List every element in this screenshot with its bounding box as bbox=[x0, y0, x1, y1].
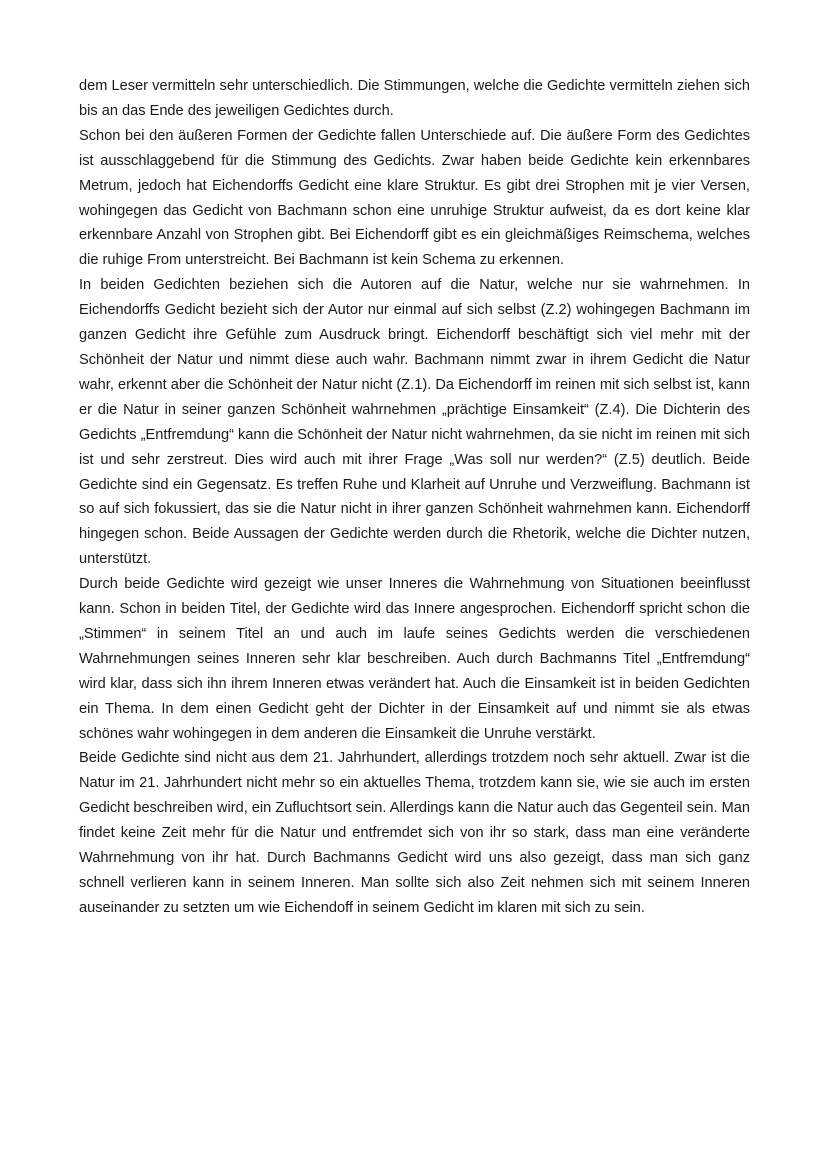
document-body bbox=[79, 74, 750, 921]
paragraph-nature: In beiden Gedichten beziehen sich die Autoren auf die Natur, welche nur sie wahrnehmen. In Eichendorffs Gedicht bezieht sich der Autor nur einmal auf sich selbst (Z.2) wohingegen Bachmann im ganzen Gedicht ihre Gefühle zum Ausdruck bringt. Eichendorff beschäftigt sich viel mehr mit der Schönheit der Natur und nimmt diese auch wahr. Bachmann nimmt zwar in ihrem Gedicht die Natur wahr, erkennt aber die Schönheit der Natur nicht (Z.1). Da Eichendorff im reinen mit sich selbst ist, kann er die Natur in seiner ganzen Schönheit wahrnehmen „prächtige Einsamkeit“ (Z.4). Die Dichterin des Gedichts „Entfremdung“ kann die Schönheit der Natur nicht wahrnehmen, da sie nicht im reinen mit sich ist und sehr zerstreut. Dies wird auch mit ihrer Frage „Was soll nur werden?“ (Z.5) deutlich. Beide Gedichte sind ein Gegensatz. Es treffen Ruhe und Klarheit auf Unruhe und Verzweiflung. Bachmann ist so auf sich fokussiert, das sie die Natur nicht in ihrer ganzen Schönheit wahrnehmen kann. Eichendorff hingegen schon. Beide Aussagen der Gedichte werden durch die Rhetorik, welche die Dichter nutzen, unterstützt. bbox=[79, 277, 750, 568]
paragraph-inner-perception: Durch beide Gedichte wird gezeigt wie unser Inneres die Wahrnehmung von Situationen beeinflusst kann. Schon in beiden Titel, der Gedichte wird das Innere angesprochen. Eichendorff spricht schon die „Stimmen“ in seinem Titel an und auch im laufe seines Gedichts werden die verschiedenen Wahrnehmungen seines Inneren sehr klar beschreiben. Auch durch Bachmanns Titel „Entfremdung“ wird klar, dass sich ihn ihrem Inneren etwas verändert hat. Auch die Einsamkeit ist in beiden Gedichten ein Thema. In dem einen Gedicht geht der Dichter in der Einsamkeit auf und nimmt sie als etwas schönes wahr wohingegen in dem anderen die Einsamkeit die Unruhe verstärkt. bbox=[79, 576, 750, 742]
paragraph-relevance: Beide Gedichte sind nicht aus dem 21. Jahrhundert, allerdings trotzdem noch sehr aktuell. Zwar ist die Natur im 21. Jahrhundert nicht mehr so ein aktuelles Thema, trotzdem kann sie, wie sie auch im ersten Gedicht beschreiben wird, ein Zufluchtsort sein. Allerdings kann die Natur auch das Gegenteil sein. Man findet keine Zeit mehr für die Natur und entfremdet sich von ihr so stark, dass man eine veränderte Wahrnehmung von ihr hat. Durch Bachmanns Gedicht wird uns also gezeigt, dass man sich ganz schnell verlieren kann in seinem Inneren. Man sollte sich also Zeit nehmen sich mit seinem Inneren auseinander zu setzten um wie Eichendoff in seinem Gedicht im klaren mit sich zu sein. bbox=[79, 750, 750, 916]
paragraph-outer-form: Schon bei den äußeren Formen der Gedichte fallen Unterschiede auf. Die äußere Form des Gedichtes ist ausschlaggebend für die Stimmung des Gedichts. Zwar haben beide Gedichte kein erkennbares Metrum, jedoch hat Eichendorffs Gedicht eine klare Struktur. Es gibt drei Strophen mit je vier Versen, wohingegen das Gedicht von Bachmann schon eine unruhige Struktur aufweist, da es dort keine klar erkennbare Anzahl von Strophen gibt. Bei Eichendorff gibt es ein gleichmäßiges Reimschema, welches die ruhige From unterstreicht. Bei Bachmann ist kein Schema zu erkennen. bbox=[79, 127, 750, 269]
paragraph-intro-continuation: dem Leser vermitteln sehr unterschiedlich. Die Stimmungen, welche die Gedichte vermitteln ziehen sich bis an das Ende des jeweiligen Gedichtes durch. bbox=[79, 78, 750, 119]
